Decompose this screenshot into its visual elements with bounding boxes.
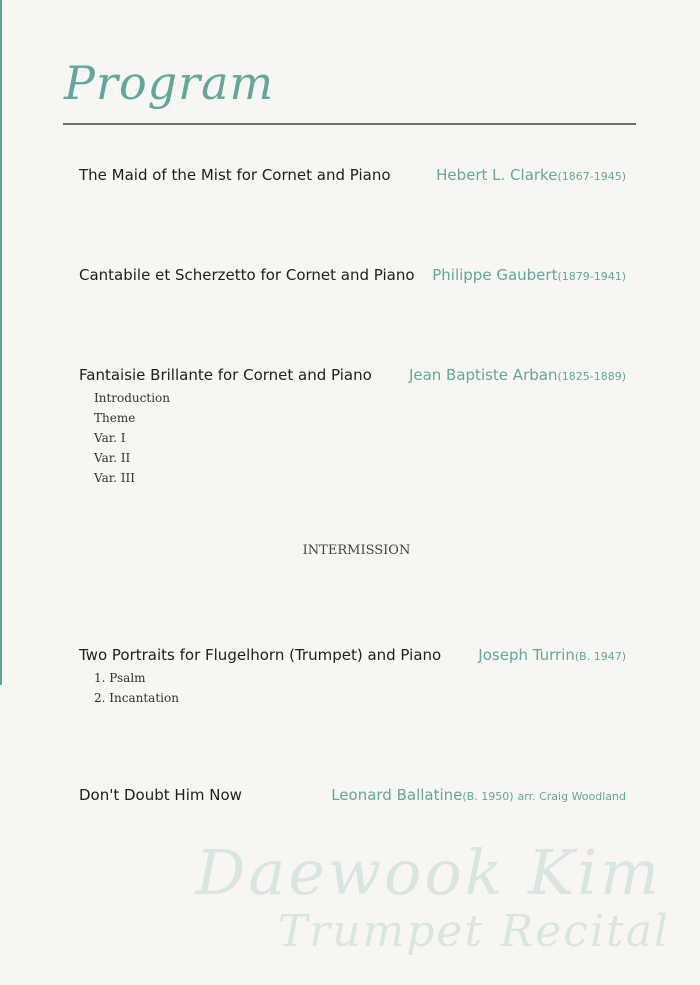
program-item-4 xyxy=(79,645,626,708)
watermark-event: Trumpet Recital xyxy=(277,906,670,957)
composer-credit xyxy=(432,265,626,284)
arranger-credit: arr. Craig Woodland xyxy=(517,790,626,803)
movement-item: Introduction xyxy=(94,391,170,405)
watermark-performer: Daewook Kim xyxy=(195,836,662,909)
intermission-label: INTERMISSION xyxy=(302,543,411,558)
recital-watermark xyxy=(0,836,700,985)
title-divider xyxy=(63,123,636,125)
program-item-3 xyxy=(79,365,626,488)
composer-dates: (1867-1945) xyxy=(557,170,626,183)
program-item-header xyxy=(79,645,626,664)
page-title: Program xyxy=(64,56,275,110)
composer-name: Hebert L. Clarke xyxy=(436,166,558,184)
piece-title: The Maid of the Mist for Cornet and Piano xyxy=(79,166,391,184)
program-item-header xyxy=(79,265,626,284)
movement-list xyxy=(94,388,626,488)
left-accent-rule xyxy=(0,0,2,685)
composer-credit xyxy=(478,645,626,664)
composer-dates: (B. 1947) xyxy=(574,650,626,663)
composer-name: Jean Baptiste Arban xyxy=(408,366,558,384)
piece-title: Fantaisie Brillante for Cornet and Piano xyxy=(79,366,372,384)
composer-dates: (B. 1950) xyxy=(462,790,514,803)
movement-item: Var. II xyxy=(94,451,131,465)
composer-name: Joseph Turrin xyxy=(478,646,575,664)
composer-credit xyxy=(331,785,626,804)
movement-item: 1. Psalm xyxy=(94,671,146,685)
piece-title: Don't Doubt Him Now xyxy=(79,786,242,804)
composer-credit xyxy=(409,365,626,384)
movement-list xyxy=(94,668,626,708)
movement-item: Var. I xyxy=(94,431,126,445)
program-item-header xyxy=(79,165,626,184)
program-item-header xyxy=(79,365,626,384)
program-item-1 xyxy=(79,165,626,184)
composer-name: Philippe Gaubert xyxy=(432,266,558,284)
piece-title: Two Portraits for Flugelhorn (Trumpet) and Piano xyxy=(79,646,442,664)
movement-item: 2. Incantation xyxy=(94,691,179,705)
composer-credit xyxy=(436,165,626,184)
program-item-header xyxy=(79,785,626,804)
composer-dates: (1879-1941) xyxy=(557,270,626,283)
composer-name: Leonard Ballatine xyxy=(331,786,463,804)
program-item-5 xyxy=(79,785,626,804)
movement-item: Theme xyxy=(94,411,136,425)
composer-dates: (1825-1889) xyxy=(557,370,626,383)
program-item-2 xyxy=(79,265,626,284)
movement-item: Var. III xyxy=(94,471,135,485)
piece-title: Cantabile et Scherzetto for Cornet and Piano xyxy=(79,266,415,284)
